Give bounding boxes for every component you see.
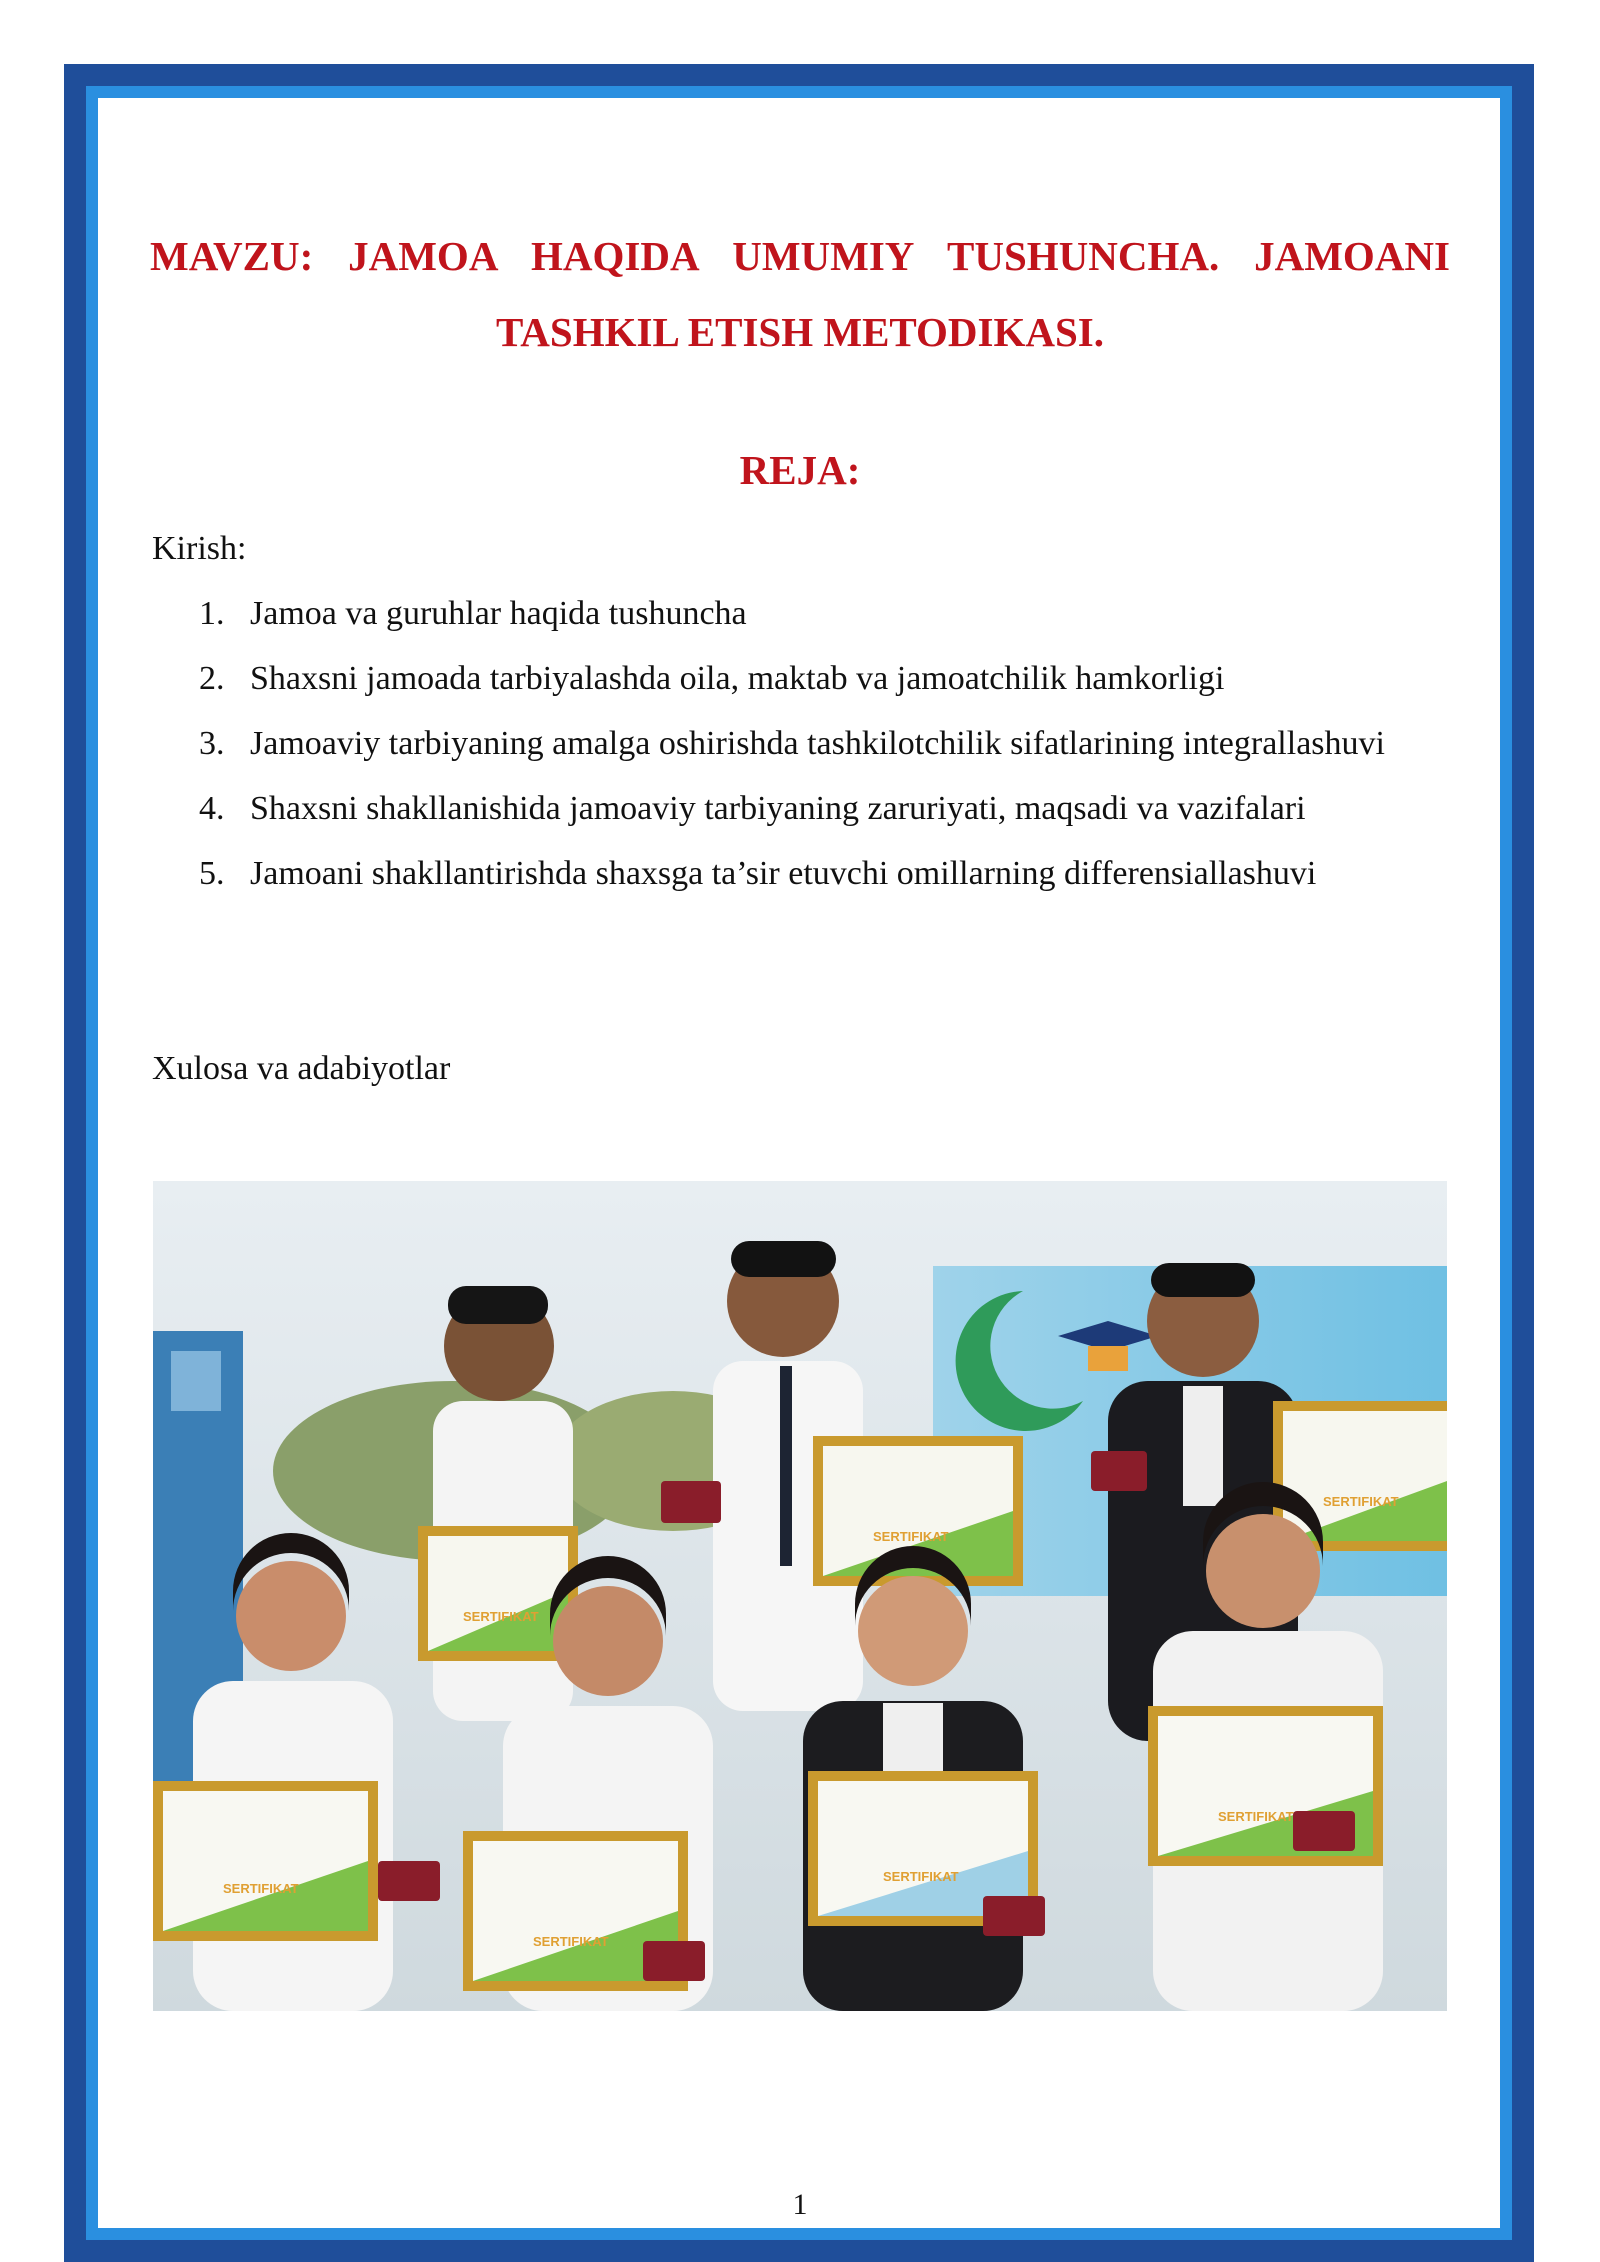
conclusion-label: Xulosa va adabiyotlar (152, 1050, 451, 1087)
plan-item-text: Shaxsni jamoada tarbiyalashda oila, maktab va jamoatchilik hamkorligi (250, 660, 1225, 697)
document-title (150, 218, 1450, 370)
plan-heading: REJA: (739, 447, 861, 493)
intro-label: Kirish: (152, 530, 247, 567)
plan-item (152, 711, 1448, 776)
plan-item-number: 1. (199, 595, 225, 632)
title-line-2: TASHKIL ETISH METODIKASI. (496, 309, 1104, 355)
plan-item (152, 776, 1448, 841)
page-number: 1 (792, 2188, 808, 2221)
certificate-label: SERTIFIKAT (463, 1609, 539, 1624)
certificate-label: SERTIFIKAT (533, 1934, 609, 1949)
certificate-label: SERTIFIKAT (1218, 1809, 1294, 1824)
certificate-label: SERTIFIKAT (1323, 1494, 1399, 1509)
plan-item-text: Shaxsni shakllanishida jamoaviy tarbiyaning zaruriyati, maqsadi va vazifalari (250, 790, 1306, 827)
certificate-label: SERTIFIKAT (223, 1881, 299, 1896)
title-line-1: MAVZU: JAMOA HAQIDA UMUMIY TUSHUNCHA. JAMOANI (150, 233, 1450, 279)
plan-item-number: 5. (199, 855, 225, 892)
plan-item-number: 3. (199, 725, 225, 762)
plan-item-text: Jamoaviy tarbiyaning amalga oshirishda tashkilotchilik sifatlarining integrallashuvi (250, 725, 1385, 762)
plan-list (152, 581, 1448, 906)
certificate-label: SERTIFIKAT (873, 1529, 949, 1544)
plan-item (152, 841, 1448, 906)
group-photo (153, 1181, 1447, 2011)
certificate-label: SERTIFIKAT (883, 1869, 959, 1884)
group-photo-illustration (153, 1181, 1447, 2011)
plan-item (152, 581, 1448, 646)
plan-item-number: 2. (199, 660, 225, 697)
plan-item-text: Jamoa va guruhlar haqida tushuncha (250, 595, 747, 632)
plan-item (152, 646, 1448, 711)
plan-item-number: 4. (199, 790, 225, 827)
plan-item-text: Jamoani shakllantirishda shaxsga ta’sir etuvchi omillarning differensiallashuvi (250, 855, 1317, 892)
